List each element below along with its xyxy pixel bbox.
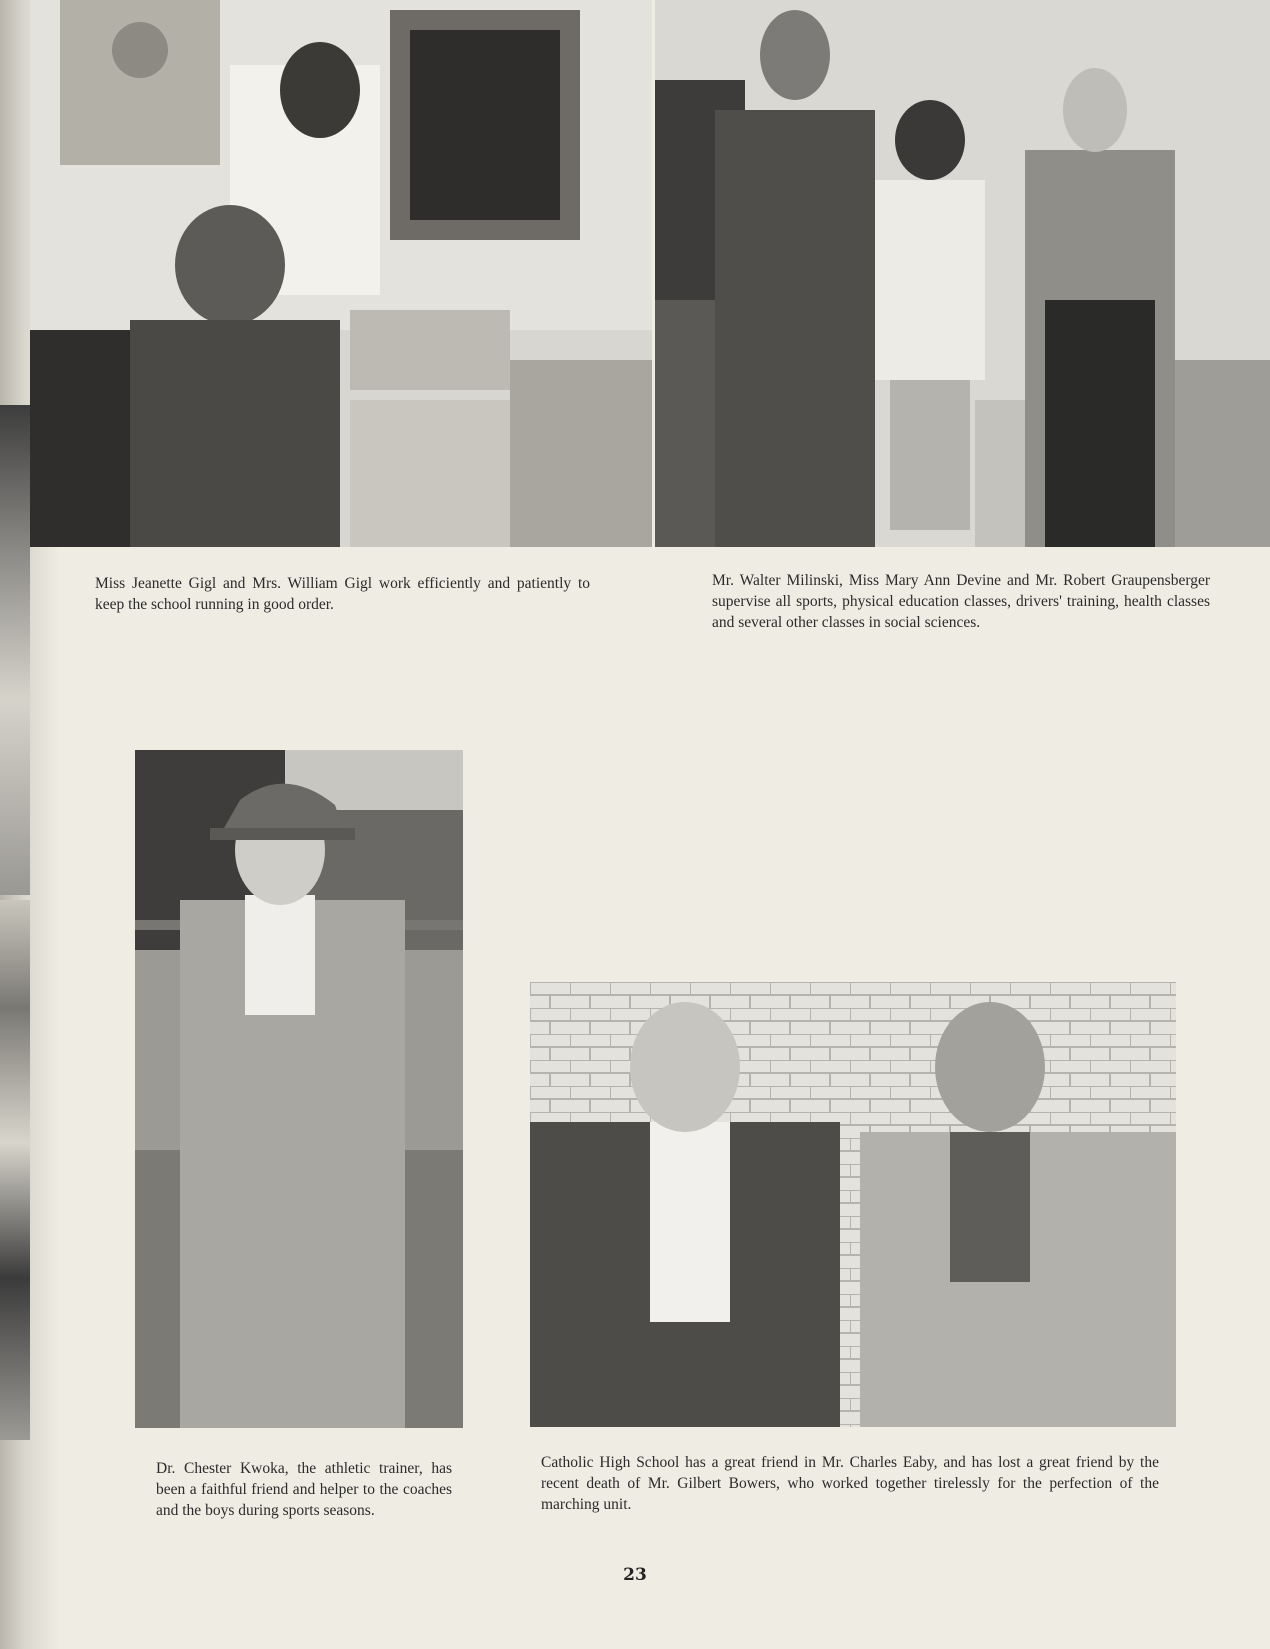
- previous-page-edge: [0, 900, 30, 1440]
- photo-band-friends: [530, 982, 1176, 1427]
- photo-office-staff: [30, 0, 652, 547]
- caption-athletic-trainer: Dr. Chester Kwoka, the athletic trainer, has been a faithful friend and helper to the coaches and the boys during sports seasons.: [156, 1460, 452, 1519]
- photo-sports-staff: [655, 0, 1270, 547]
- caption-band-friends: Catholic High School has a great friend in Mr. Charles Eaby, and has lost a great friend by the recent death of Mr. Gilbert Bowers, who worked together tirelessly for the perfection of the marching unit.: [541, 1454, 1159, 1513]
- caption-office-staff: Miss Jeanette Gigl and Mrs. William Gigl work efficiently and patiently to keep the school running in good order.: [95, 575, 590, 613]
- page-number: 23: [623, 1565, 647, 1585]
- previous-page-edge: [0, 405, 30, 895]
- caption-sports-staff: Mr. Walter Milinski, Miss Mary Ann Devine and Mr. Robert Graupensberger supervise all sports, physical education classes, drivers' training, health classes and several other classes in social sciences.: [712, 572, 1210, 631]
- photo-athletic-trainer: [135, 750, 463, 1428]
